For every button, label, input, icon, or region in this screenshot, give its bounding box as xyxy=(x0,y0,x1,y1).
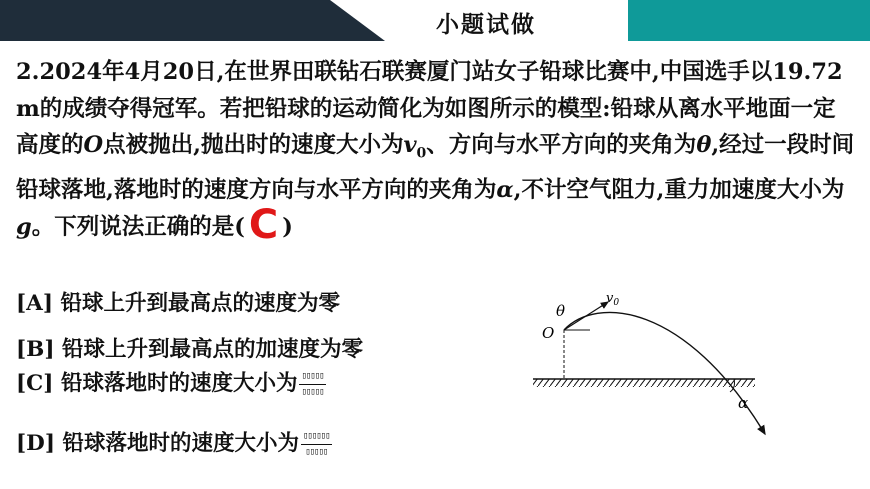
question-part: ) xyxy=(282,213,293,240)
question-part: 、方向与水平方向的夹角为 xyxy=(426,132,697,158)
option-d-denominator: ▯▯▯▯▯ xyxy=(305,446,328,457)
option-c-denominator: ▯▯▯▯▯ xyxy=(301,386,324,397)
option-d-fraction xyxy=(301,431,332,458)
option-c xyxy=(16,366,326,398)
velocity-arrow xyxy=(564,302,608,330)
point-o: O xyxy=(83,132,104,158)
option-c-fraction xyxy=(299,371,325,398)
question-text xyxy=(16,54,856,248)
label-v: v xyxy=(606,291,614,306)
question-part: 2.2024年4月20日,在世界田联钻石联赛厦门站女子铅球比赛中,中国选手以19.72 m的成绩夺得冠军。若把铅球的运动简化为如图所示的模型:铅球从离水平地面一定高度的 xyxy=(16,59,843,158)
question-part: ,经过一段时间铅球落地,落地时的速度方向与水平方向的夹角为 xyxy=(16,132,855,203)
trajectory-curve xyxy=(564,312,765,434)
label-alpha: α xyxy=(738,394,749,412)
option-a: [A] 铅球上升到最高点的速度为零 xyxy=(16,291,341,316)
theta-symbol: θ xyxy=(696,132,712,158)
g-symbol: g xyxy=(16,213,32,240)
option-c-text: [C] 铅球落地时的速度大小为 xyxy=(16,371,298,396)
option-d xyxy=(16,426,332,458)
option-b: [B] 铅球上升到最高点的加速度为零 xyxy=(16,337,364,362)
ground-hatch xyxy=(533,379,755,387)
header-dark-band xyxy=(0,0,385,41)
v0-subscript: 0 xyxy=(416,145,427,162)
option-c-numerator: ▯▯▯▯▯ xyxy=(299,371,325,385)
question-part: 点被抛出,抛出时的速度大小为 xyxy=(103,132,404,158)
question-part: 。下列说法正确的是( xyxy=(31,213,245,240)
header-teal-band xyxy=(628,0,870,41)
answer-mark: C xyxy=(248,201,279,248)
v0-symbol: v xyxy=(403,132,417,158)
option-d-text: [D] 铅球落地时的速度大小为 xyxy=(16,431,299,456)
alpha-symbol: α xyxy=(496,177,514,203)
section-title: 小题试做 xyxy=(436,12,536,38)
option-d-numerator: ▯▯▯▯▯▯ xyxy=(301,431,332,445)
label-v-sub: 0 xyxy=(613,298,620,308)
question-part: ,不计空气阻力,重力加速度大小为 xyxy=(513,177,845,203)
label-v0 xyxy=(606,291,619,308)
trajectory-diagram xyxy=(520,282,800,442)
label-o: O xyxy=(542,324,555,342)
label-theta: θ xyxy=(556,302,566,320)
